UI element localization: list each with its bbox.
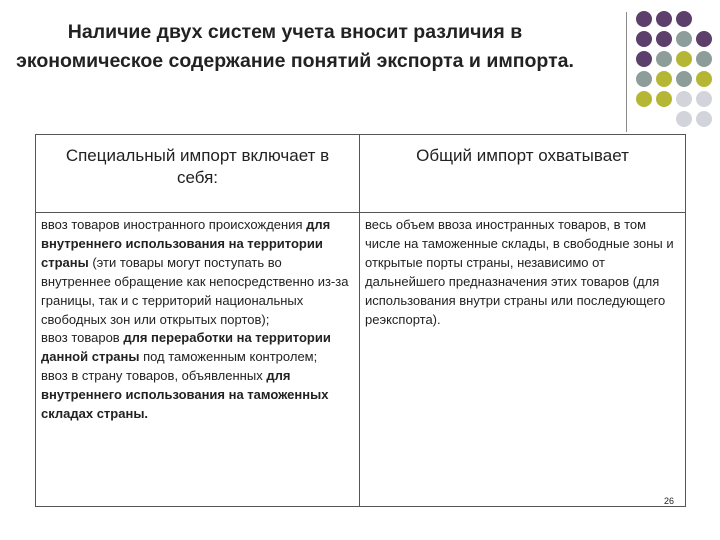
decorative-dot [676, 91, 692, 107]
decorative-dot [676, 51, 692, 67]
decorative-dot [676, 31, 692, 47]
decorative-dot [696, 31, 712, 47]
table-header-row [36, 135, 686, 213]
decorative-dot [696, 51, 712, 67]
special-import-item-1: ввоз товаров иностранного происхождения для внутреннего использования на территории страны (эти товары могут поступать во внутреннее обращение как непосредственно из-за границы, так и с территорий национальных свободных зон или открытых портов); [41, 217, 349, 327]
header-special-import: Специальный импорт включает в себя: [36, 135, 360, 213]
decorative-dot [656, 91, 672, 107]
decorative-dot [656, 31, 672, 47]
import-comparison-table [35, 134, 686, 507]
special-import-cell [36, 213, 360, 507]
special-import-item-3: ввоз в страну товаров, объявленных для внутреннего использования на таможенных складах страны. [41, 368, 329, 422]
decorative-dot-grid [636, 11, 720, 121]
page-number: 26 [664, 496, 675, 506]
decorative-dot [636, 91, 652, 107]
header-general-import: Общий импорт охватывает [360, 135, 686, 213]
special-import-item-2: ввоз товаров для переработки на территории данной страны под таможенным контролем; [41, 330, 331, 365]
decorative-dot [676, 11, 692, 27]
decorative-dot [676, 71, 692, 87]
general-import-text: весь объем ввоза иностранных товаров, в том числе на таможенные склады, в свободные зоны и открытые порты страны, независимо от дальнейшего предназначения этих товаров (для использования внутри страны или последующего реэкспорта). [365, 217, 674, 327]
decorative-dot [636, 51, 652, 67]
decorative-dot [656, 51, 672, 67]
general-import-cell [360, 213, 686, 507]
decorative-dot [636, 71, 652, 87]
decorative-divider [626, 12, 627, 132]
decorative-dot [636, 31, 652, 47]
decorative-dot [656, 11, 672, 27]
decorative-dot [696, 91, 712, 107]
decorative-dot [696, 111, 712, 127]
decorative-dot [676, 111, 692, 127]
decorative-dot [656, 71, 672, 87]
decorative-dot [696, 71, 712, 87]
decorative-dot [636, 11, 652, 27]
slide-title: Наличие двух систем учета вносит различия в экономическое содержание понятий экспорта и импорта. [16, 21, 574, 72]
table-row [36, 213, 686, 507]
